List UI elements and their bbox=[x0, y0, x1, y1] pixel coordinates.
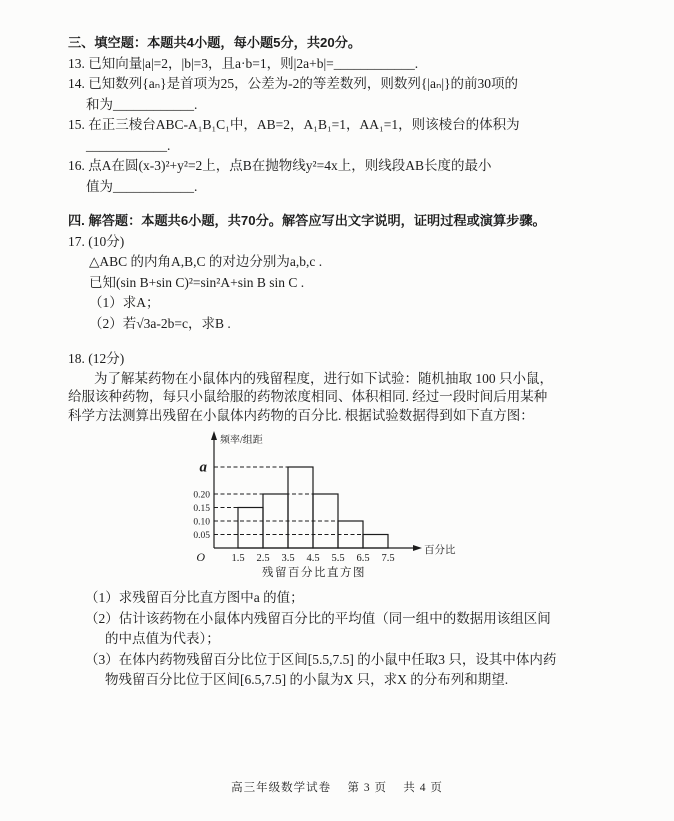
question-13: 13. 已知向量|a|=2，|b|=3，且a·b=1，则|2a+b|=____________. bbox=[68, 55, 419, 71]
y-tick-label: 0.05 bbox=[193, 531, 210, 541]
page-footer: 高三年级数学试卷 第 3 页 共 4 页 bbox=[231, 782, 443, 794]
x-tick-label: 6.5 bbox=[356, 553, 370, 564]
histogram-bar bbox=[288, 467, 313, 548]
x-tick-label: 5.5 bbox=[331, 553, 345, 564]
question-17-part1: （1）求A； bbox=[89, 295, 160, 310]
question-18 bbox=[68, 349, 618, 691]
residue-histogram bbox=[174, 430, 486, 582]
question-17-part2: （2）若√3a-2b=c，求B . bbox=[89, 315, 231, 331]
question-18-part1: （1）求残留百分比直方图中a 的值； bbox=[85, 590, 304, 605]
y-tick-label: 0.15 bbox=[193, 504, 210, 514]
y-tick-label: 0.10 bbox=[193, 517, 210, 528]
question-17-line1: △ABC 的内角A,B,C 的对边分别为a,b,c . bbox=[89, 254, 323, 269]
question-18-para-line2: 给服该种药物，每只小鼠给服的药物浓度相同、体积相同. 经过一段时间后用某种 bbox=[68, 389, 548, 404]
y-tick-label: 0.20 bbox=[193, 490, 210, 501]
origin-label: O bbox=[196, 550, 205, 564]
y-axis-arrow-icon bbox=[211, 431, 217, 440]
question-18-para-line3: 科学方法测算出残留在小鼠体内药物的百分比. 根据试验数据得到如下直方图： bbox=[68, 407, 534, 423]
x-tick-label: 1.5 bbox=[231, 553, 245, 564]
x-tick-label: 2.5 bbox=[256, 553, 270, 564]
question-17-line2: 已知(sin B+sin C)²=sin²A+sin B sin C . bbox=[89, 274, 305, 290]
question-18-part2-line2: 的中点值为代表）； bbox=[105, 631, 220, 646]
question-15-line2: ____________. bbox=[86, 137, 171, 153]
x-axis-arrow-icon bbox=[413, 545, 422, 551]
question-18-number: 18. (12分) bbox=[68, 351, 125, 366]
question-14-line1: 14. 已知数列{aₙ}是首项为25，公差为-2的等差数列，则数列{|aₙ|}的前30项的 bbox=[68, 76, 519, 91]
question-18-part2-line1: （2）估计该药物在小鼠体内残留百分比的平均值（同一组中的数据用该组区间 bbox=[85, 610, 551, 626]
question-16-line1: 16. 点A在圆(x-3)²+y²=2上，点B在抛物线y²=4x上，则线段AB长度的最小 bbox=[68, 158, 492, 173]
y-axis-title: 频率/组距 bbox=[220, 435, 263, 446]
question-17-number: 17. (10分) bbox=[68, 233, 125, 249]
histogram-figure bbox=[174, 430, 618, 586]
question-18-part3-line1: （3）在体内药物残留百分比位于区间[5.5,7.5] 的小鼠中任取3 只，设其中体内药 bbox=[85, 651, 557, 667]
x-tick-label: 7.5 bbox=[381, 553, 395, 564]
histogram-bar bbox=[238, 508, 263, 549]
x-axis-title: 百分比 bbox=[424, 545, 456, 556]
question-18-para-line1: 为了解某药物在小鼠体内的残留程度，进行如下试验：随机抽取 100 只小鼠， bbox=[94, 370, 553, 386]
x-tick-label: 3.5 bbox=[281, 553, 295, 564]
question-14-line2: 和为____________. bbox=[86, 96, 198, 112]
section-answers-heading: 四. 解答题：本题共6小题，共70分。解答应写出文字说明，证明过程或演算步骤。 bbox=[68, 213, 546, 228]
chart-caption: 残留百分比直方图 bbox=[262, 567, 366, 579]
x-tick-label: 4.5 bbox=[306, 553, 320, 564]
question-15-line1: 15. 在正三棱台ABC-A₁B₁C₁中，AB=2，A₁B₁=1，AA₁=1，则该棱台的体积为 bbox=[68, 117, 520, 132]
question-18-part3-line2: 物残留百分比位于区间[6.5,7.5] 的小鼠为X 只，求X 的分布列和期望. bbox=[105, 672, 509, 687]
question-16-line2: 值为____________. bbox=[86, 178, 198, 194]
section-fill-in-heading: 三、填空题：本题共4小题，每小题5分，共20分。 bbox=[68, 35, 362, 50]
histogram-bar bbox=[363, 535, 388, 549]
y-tick-label-a: a bbox=[199, 459, 207, 476]
